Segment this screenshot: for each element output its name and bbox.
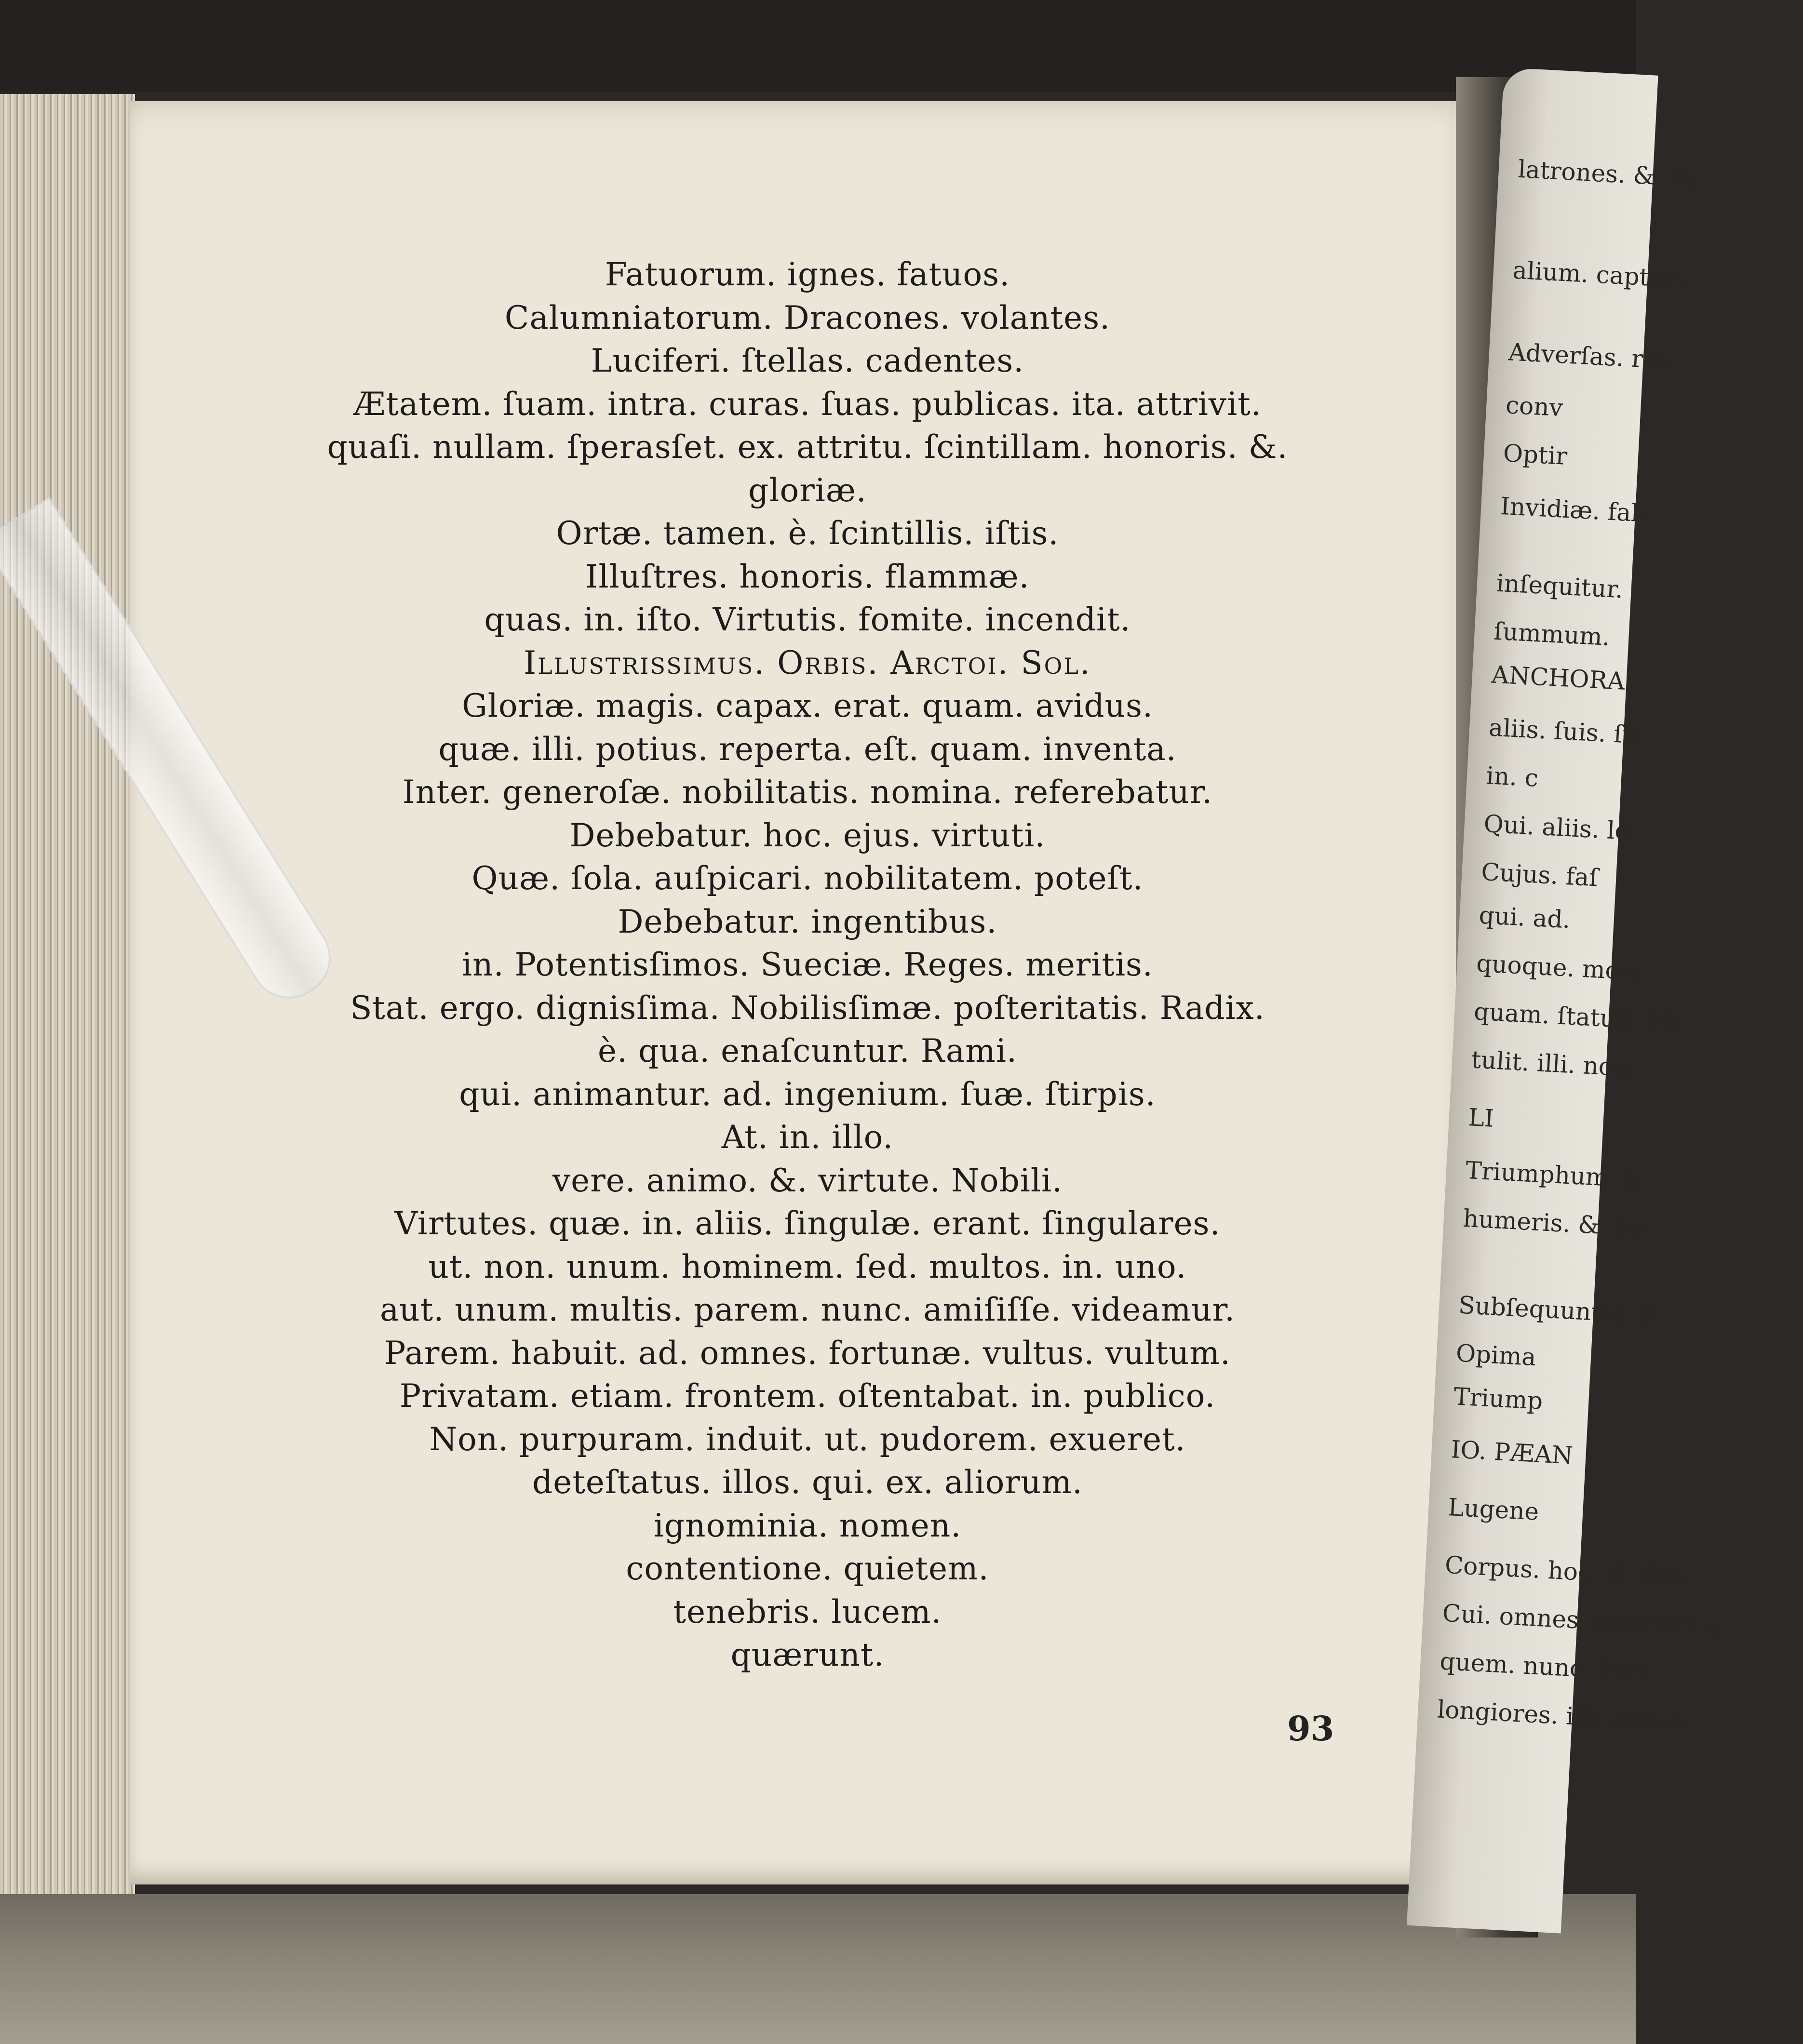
text-line: ut. non. unum. hominem. ſed. multos. in. uno.: [428, 1248, 1187, 1285]
text-line: Illuſtres. honoris. flammæ.: [585, 558, 1030, 595]
facing-page-line: qui. ad.: [1478, 901, 1571, 934]
facing-page-line: Subſequuntur. E: [1457, 1291, 1659, 1330]
text-line: Luciferi. ſtellas. cadentes.: [591, 342, 1024, 379]
text-line: Fatuorum. ignes. fatuos.: [605, 256, 1010, 293]
text-line: Stat. ergo. dignisſima. Nobilisſimæ. poſteritatis. Radix.: [350, 989, 1265, 1027]
text-line: gloriæ.: [748, 471, 867, 509]
facing-page-line: alium. captavi: [1512, 256, 1686, 294]
text-line: quæ. illi. potius. reperta. eſt. quam. inventa.: [438, 730, 1177, 768]
text-line: in. Potentisſimos. Sueciæ. Reges. meritis.: [462, 946, 1153, 983]
text-line: aut. unum. multis. parem. nunc. amiſiſſe. videamur.: [379, 1291, 1236, 1328]
text-line: Privatam. etiam. frontem. oſtentabat. in. publico.: [399, 1377, 1216, 1415]
facing-page-line: Lugene: [1447, 1493, 1540, 1526]
book-bottom-edge: [0, 1894, 1636, 2044]
facing-page-line: inſequitur.: [1495, 569, 1624, 604]
text-line: Inter. generoſæ. nobilitatis. nomina. referebatur.: [402, 774, 1213, 811]
text-line: Debebatur. hoc. ejus. virtuti.: [569, 816, 1046, 854]
text-line: contentione. quietem.: [626, 1550, 989, 1587]
facing-page-line: LI: [1467, 1103, 1495, 1133]
facing-page-line: Triump: [1453, 1382, 1544, 1415]
facing-page-line: quam. ſtatuit. Ne: [1473, 997, 1684, 1037]
facing-page-line: Invidiæ. falc: [1499, 492, 1653, 528]
text-line: Ortæ. tamen. è. ſcintillis. iſtis.: [556, 515, 1059, 552]
facing-page-line: ſummum.: [1493, 617, 1611, 652]
text-line: tenebris. lucem.: [673, 1593, 942, 1630]
page-number: 93: [1287, 1709, 1334, 1749]
facing-page-line: conv: [1505, 391, 1564, 422]
text-line: Illustrissimus. Orbis. Arctoi. Sol.: [524, 644, 1091, 681]
facing-page-line: in. c: [1485, 761, 1539, 792]
text-line: Debebatur. ingentibus.: [618, 903, 997, 940]
facing-page-line: Cujus. faſ: [1480, 857, 1599, 892]
facing-page-line: quoque. mori.: [1476, 949, 1647, 986]
text-line: quaſi. nullam. ſperasſet. ex. attritu. ſcintillam. honoris. &.: [327, 428, 1288, 466]
text-line: Gloriæ. magis. capax. erat. quam. avidus.: [462, 687, 1153, 724]
text-line: quas. in. iſto. Virtutis. fomite. incendit.: [484, 601, 1131, 638]
facing-page-line: tulit. illi. non.: [1470, 1045, 1637, 1082]
facing-page-line: Corpus. hoc. &. ſuis: [1444, 1550, 1689, 1592]
text-line: qui. animantur. ad. ingenium. ſuæ. ſtirpis.: [459, 1075, 1156, 1113]
text-line: Calumniatorum. Dracones. volantes.: [504, 299, 1111, 336]
text-line: Virtutes. quæ. in. aliis. ſingulæ. erant. ſingulares.: [394, 1205, 1221, 1242]
text-line: deteſtatus. illos. qui. ex. aliorum.: [532, 1464, 1083, 1501]
facing-page-line: Qui. aliis. le: [1483, 809, 1630, 845]
text-line: ignominia. nomen.: [653, 1507, 962, 1544]
facing-page-line: latrones. &. fic: [1517, 155, 1700, 193]
text-line: vere. animo. &. virtute. Nobili.: [552, 1162, 1063, 1199]
facing-page-line: quem. nunc. Parc: [1439, 1647, 1654, 1686]
facing-page-line: humeris. &. ho: [1462, 1204, 1646, 1242]
text-line: Parem. habuit. ad. omnes. fortunæ. vultus. vultum.: [384, 1334, 1231, 1372]
text-line: è. qua. enaſcuntur. Rami.: [598, 1032, 1017, 1069]
facing-page-line: longiores. illi. annos.: [1437, 1695, 1693, 1737]
facing-page-line: Triumphum. p: [1465, 1156, 1640, 1193]
text-line: Ætatem. ſuam. intra. curas. ſuas. publicas. ita. attrivit.: [353, 385, 1262, 423]
text-line: At. in. illo.: [721, 1119, 894, 1156]
text-line: Quæ. ſola. auſpicari. nobilitatem. poteſt.: [471, 860, 1144, 897]
text-line: quærunt.: [730, 1636, 885, 1673]
facing-page-line: Optir: [1502, 439, 1568, 470]
facing-page-line: Opima: [1455, 1339, 1537, 1372]
page-edges: [0, 94, 135, 1906]
text-line: Non. purpuram. induit. ut. pudorem. exueret.: [429, 1420, 1186, 1458]
facing-page-line: IO. PÆAN: [1450, 1435, 1574, 1470]
main-text-block: [130, 253, 1485, 1677]
book-cover-top: [0, 0, 1636, 92]
facing-page-line: aliis. ſuis. ſu: [1488, 713, 1639, 749]
facing-page-line: Cui. omnes. obſtricti. e: [1441, 1599, 1723, 1642]
facing-page-line: Adverſas. res: [1507, 338, 1670, 374]
facing-page-line: ANCHORA: [1491, 660, 1626, 695]
